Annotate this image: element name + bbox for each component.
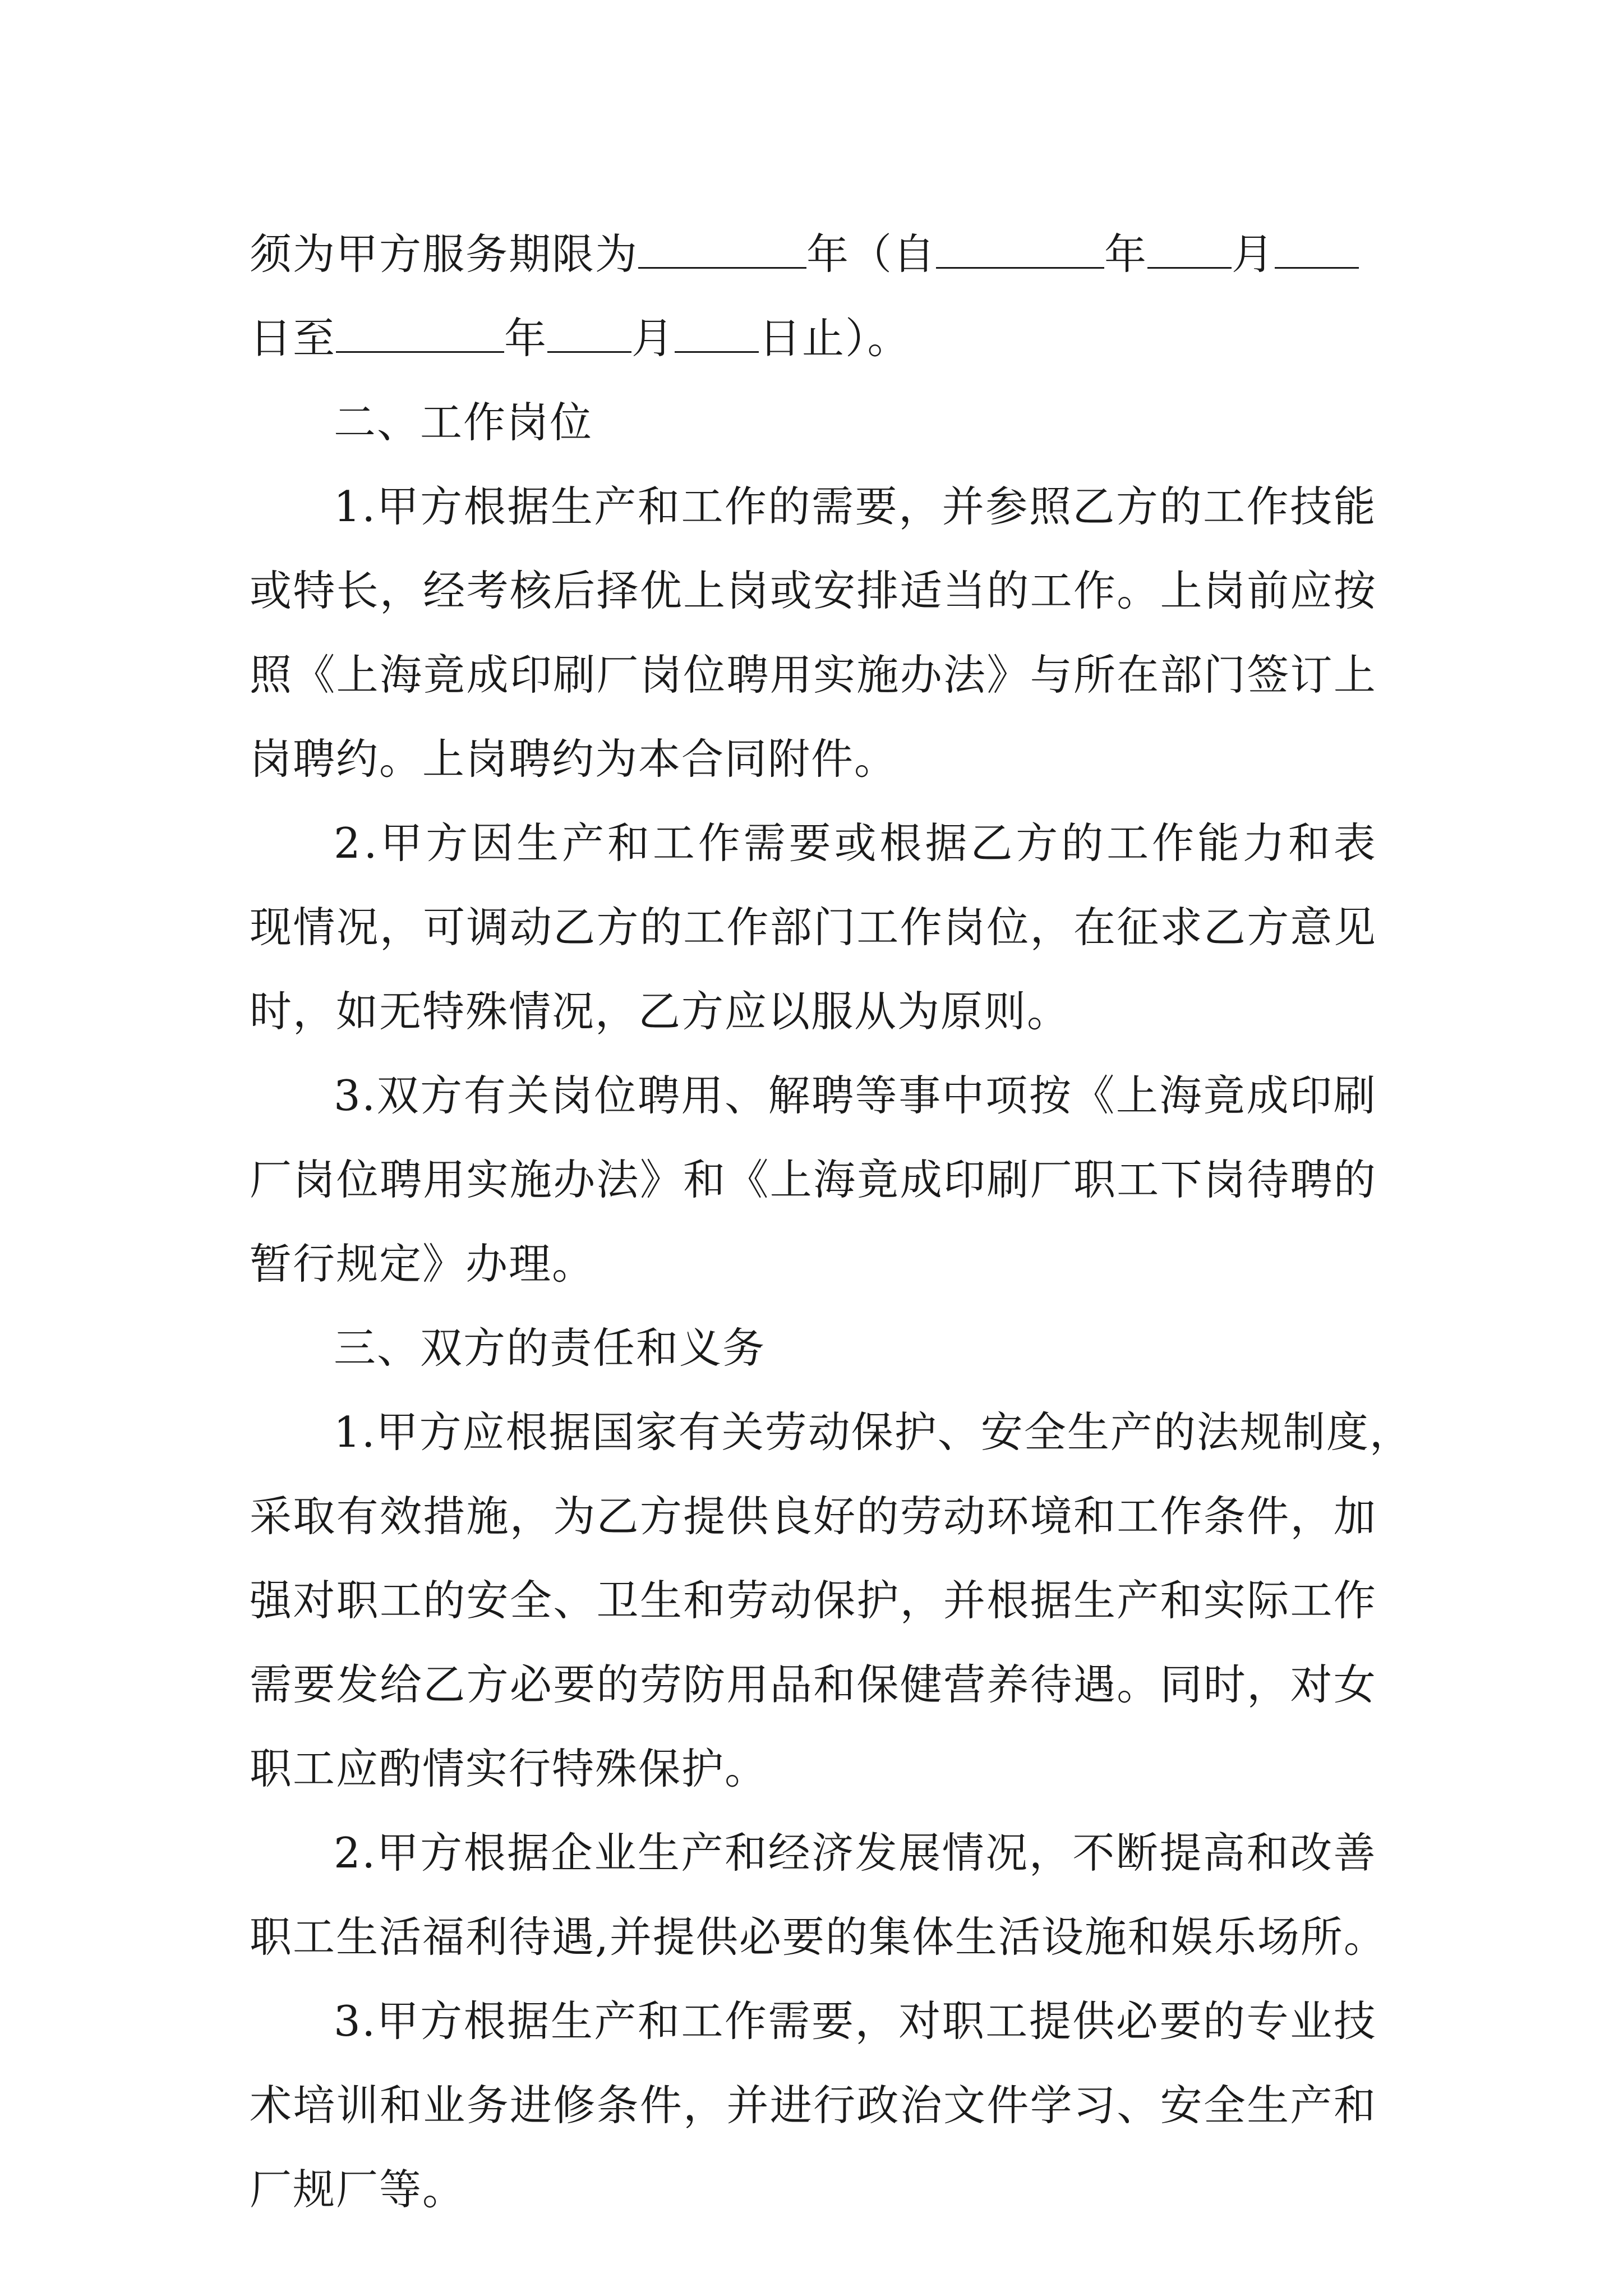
- paragraph-line: 3 . 甲 方 根 据 生 产 和 工 作 需 要 ， 对 职 工 提 供 必 要 的 专 业 技: [334, 1996, 1377, 2046]
- paragraph-line: 厂 岗 位 聘 用 实 施 办 法 》 和 《 上 海 竟 成 印 刷 厂 职 工 下 岗 待 聘 的: [250, 1155, 1377, 1204]
- paragraph-line: 厂规厂等。: [250, 2165, 466, 2214]
- section-heading-responsibilities: 三、双方的责任和义务: [334, 1323, 766, 1373]
- paragraph-line: 现 情 况 ， 可 调 动 乙 方 的 工 作 部 门 工 作 岗 位 ， 在 征 求 乙 方 意 见: [250, 903, 1377, 952]
- paragraph: [250, 1053, 1377, 1306]
- text-segment: 日止）。: [759, 314, 911, 363]
- text-segment: 年（自: [806, 229, 937, 279]
- blank-end-month-field[interactable]: [547, 318, 631, 353]
- paragraph-line: 职工应酌情实行特殊保护。: [250, 1744, 768, 1793]
- paragraph-line: 采 取 有 效 措 施 ， 为 乙 方 提 供 良 好 的 劳 动 环 境 和 工 作 条 件 ， 加: [250, 1492, 1377, 1541]
- paragraph-line: 1 . 甲 方 根 据 生 产 和 工 作 的 需 要 ， 并 参 照 乙 方 的 工 作 技 能: [334, 482, 1377, 531]
- paragraph-line: 岗聘约。上岗聘约为本合同附件。: [250, 734, 898, 784]
- paragraph: [250, 1979, 1377, 2231]
- service-term-line-1: [250, 212, 1377, 296]
- paragraph-line: 2 . 甲 方 根 据 企 业 生 产 和 经 济 发 展 情 况 ， 不 断 提 高 和 改 善: [334, 1828, 1377, 1878]
- paragraph: [250, 1811, 1387, 1979]
- document-page: [250, 212, 1413, 2231]
- blank-years-field[interactable]: [638, 233, 806, 269]
- paragraph-line: 强 对 职 工 的 安 全 、 卫 生 和 劳 动 保 护 ， 并 根 据 生 产 和 实 际 工 作: [250, 1576, 1377, 1625]
- paragraph-line: 职工生活福利待遇,并提供必要的集体生活设施和娱乐场所。: [250, 1912, 1387, 1962]
- paragraph-line: 时，如无特殊情况，乙方应以服从为原则。: [250, 987, 1071, 1036]
- text-segment: 月: [1232, 229, 1275, 279]
- paragraph: [250, 801, 1377, 1053]
- paragraph-line: 暂行规定》办理。: [250, 1239, 596, 1289]
- paragraph-line: 3 . 双 方 有 关 岗 位 聘 用 、 解 聘 等 事 中 项 按 《 上 海 竟 成 印 刷: [334, 1071, 1377, 1120]
- paragraph-line: 1 . 甲 方 应 根 据 国 家 有 关 劳 动 保 护 、 安 全 生 产 的 法 规 制 度 ，: [334, 1407, 1413, 1457]
- paragraph: [250, 1390, 1413, 1811]
- service-term-line-2: [250, 296, 1377, 380]
- paragraph-line: 或 特 长 ， 经 考 核 后 择 优 上 岗 或 安 排 适 当 的 工 作 。 上 岗 前 应 按: [250, 566, 1377, 615]
- text-segment: 月: [631, 314, 675, 363]
- text-segment: 年: [504, 314, 548, 363]
- text-segment: 须为甲方服务期限为: [250, 229, 639, 279]
- paragraph-line: 2 . 甲 方 因 生 产 和 工 作 需 要 或 根 据 乙 方 的 工 作 能 力 和 表: [334, 818, 1377, 868]
- blank-start-year-field[interactable]: [936, 233, 1104, 269]
- blank-end-day-field[interactable]: [675, 318, 759, 353]
- paragraph-line: 需 要 发 给 乙 方 必 要 的 劳 防 用 品 和 保 健 营 养 待 遇 。 同 时 ， 对 女: [250, 1660, 1377, 1709]
- text-segment: 日至: [250, 314, 336, 363]
- text-segment: 年: [1104, 229, 1148, 279]
- blank-start-month-field[interactable]: [1147, 233, 1232, 269]
- section-heading-job-position: 二、工作岗位: [334, 398, 593, 447]
- blank-start-day-field[interactable]: [1275, 233, 1359, 269]
- blank-end-year-field[interactable]: [336, 318, 504, 353]
- paragraph-line: 照 《 上 海 竟 成 印 刷 厂 岗 位 聘 用 实 施 办 法 》 与 所 在 部 门 签 订 上: [250, 650, 1377, 700]
- paragraph-line: 术 培 训 和 业 务 进 修 条 件 ， 并 进 行 政 治 文 件 学 习 、 安 全 生 产 和: [250, 2081, 1377, 2130]
- paragraph: [250, 464, 1377, 801]
